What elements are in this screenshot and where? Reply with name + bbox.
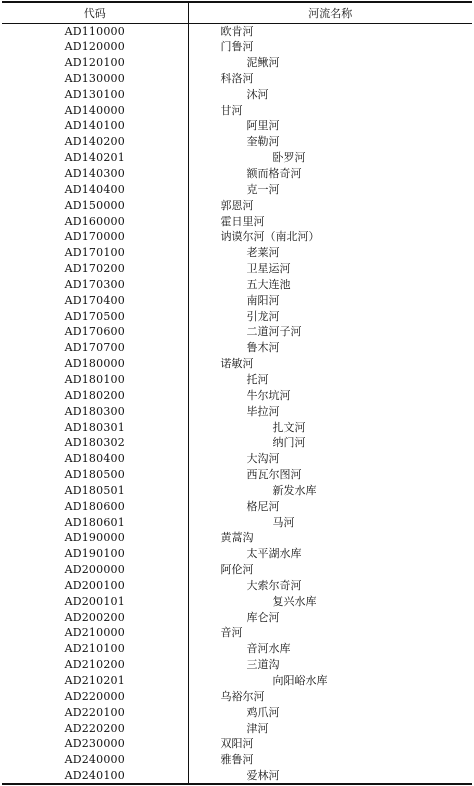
river-code-cell: AD240000 <box>2 752 188 768</box>
river-name-cell: 二道河子河 <box>246 325 302 339</box>
river-name-cell: 奎勒河 <box>246 135 280 149</box>
river-name-cell: 库仑河 <box>246 610 280 624</box>
river-code-cell: AD140100 <box>2 118 188 134</box>
table-row <box>2 419 472 435</box>
table-header <box>2 2 472 23</box>
table-row <box>2 308 472 324</box>
river-code-cell: AD190100 <box>2 546 188 562</box>
table-row <box>2 102 472 118</box>
river-code-cell: AD170500 <box>2 308 188 324</box>
river-name-cell: 马河 <box>272 515 295 529</box>
river-name-cell: 毕拉河 <box>246 404 280 418</box>
table-row <box>2 261 472 277</box>
river-code-cell: AD210100 <box>2 641 188 657</box>
table-row <box>2 166 472 182</box>
river-code-cell: AD130100 <box>2 86 188 102</box>
river-name-cell: 西瓦尔图河 <box>246 468 302 482</box>
table-row <box>2 372 472 388</box>
river-name-cell: 牛尔坑河 <box>246 388 291 402</box>
table-row <box>2 340 472 356</box>
river-code-cell: AD210201 <box>2 673 188 689</box>
river-name-cell: 五大连池 <box>246 277 291 291</box>
river-code-cell: AD140000 <box>2 102 188 118</box>
river-code-cell: AD150000 <box>2 197 188 213</box>
table-row <box>2 213 472 229</box>
river-code-cell: AD210200 <box>2 657 188 673</box>
river-code-cell: AD120100 <box>2 55 188 71</box>
river-name-cell: 阿里河 <box>246 119 280 133</box>
river-code-cell: AD170100 <box>2 245 188 261</box>
river-name-cell: 音河 <box>220 626 243 640</box>
table-row <box>2 736 472 752</box>
river-code-cell: AD180301 <box>2 419 188 435</box>
table-row <box>2 467 472 483</box>
table-row <box>2 546 472 562</box>
river-name-cell: 诺敏河 <box>220 357 254 371</box>
river-name-cell: 讷谟尔河（南北河） <box>220 230 320 244</box>
river-name-cell: 向阳峪水库 <box>272 674 328 688</box>
river-code-table <box>2 1 472 785</box>
river-name-cell: 沐河 <box>246 87 269 101</box>
table-row <box>2 39 472 55</box>
river-name-cell: 泥鳅河 <box>246 56 280 70</box>
table-row <box>2 245 472 261</box>
river-code-cell: AD200101 <box>2 593 188 609</box>
river-name-cell: 科洛河 <box>220 71 254 85</box>
river-code-cell: AD220200 <box>2 720 188 736</box>
river-name-cell: 黄蒿沟 <box>220 531 254 545</box>
table-row <box>2 118 472 134</box>
river-code-cell: AD230000 <box>2 736 188 752</box>
table-row <box>2 514 472 530</box>
river-name-cell: 复兴水库 <box>272 594 317 608</box>
river-name-cell: 卫星运河 <box>246 262 291 276</box>
table-row <box>2 277 472 293</box>
river-name-cell: 太平湖水库 <box>246 547 302 561</box>
table-row <box>2 704 472 720</box>
table-row <box>2 657 472 673</box>
table-row <box>2 71 472 87</box>
river-code-cell: AD170400 <box>2 292 188 308</box>
river-code-cell: AD180600 <box>2 498 188 514</box>
river-name-cell: 爱林河 <box>246 768 280 782</box>
river-name-cell: 扎文河 <box>272 420 306 434</box>
river-code-cell: AD140201 <box>2 150 188 166</box>
river-code-cell: AD210000 <box>2 625 188 641</box>
table-row <box>2 625 472 641</box>
river-name-cell: 南阳河 <box>246 293 280 307</box>
river-name-cell: 纳门河 <box>272 436 306 450</box>
name-column-header: 河流名称 <box>308 6 353 20</box>
table-row <box>2 292 472 308</box>
river-code-cell: AD170600 <box>2 324 188 340</box>
river-code-cell: AD170000 <box>2 229 188 245</box>
river-name-cell: 雅鲁河 <box>220 753 254 767</box>
table-row <box>2 23 472 39</box>
river-name-cell: 音河水库 <box>246 642 291 656</box>
river-name-cell: 鲁木河 <box>246 341 280 355</box>
table-row <box>2 181 472 197</box>
table-row <box>2 673 472 689</box>
river-name-cell: 卧罗河 <box>272 151 306 165</box>
table-row <box>2 451 472 467</box>
river-name-cell: 郭恩河 <box>220 198 254 212</box>
river-code-cell: AD180100 <box>2 372 188 388</box>
river-code-cell: AD110000 <box>2 23 188 39</box>
table-row <box>2 55 472 71</box>
river-name-cell: 克一河 <box>246 182 280 196</box>
table-row <box>2 641 472 657</box>
table-row <box>2 86 472 102</box>
river-name-cell: 鸡爪河 <box>246 705 280 719</box>
river-name-cell: 额而格奇河 <box>246 167 302 181</box>
river-name-cell: 大沟河 <box>246 452 280 466</box>
table-row <box>2 229 472 245</box>
river-code-cell: AD240100 <box>2 768 188 784</box>
river-code-cell: AD130000 <box>2 71 188 87</box>
river-code-table-container <box>2 1 472 785</box>
river-name-cell: 格尼河 <box>246 499 280 513</box>
river-name-cell: 乌裕尔河 <box>220 689 265 703</box>
river-code-cell: AD180300 <box>2 403 188 419</box>
river-code-cell: AD160000 <box>2 213 188 229</box>
river-name-cell: 引龙河 <box>246 309 280 323</box>
code-column-header: 代码 <box>2 2 188 23</box>
table-row <box>2 562 472 578</box>
river-code-cell: AD140400 <box>2 181 188 197</box>
river-code-cell: AD180501 <box>2 482 188 498</box>
table-row <box>2 435 472 451</box>
river-code-cell: AD140300 <box>2 166 188 182</box>
header-row <box>2 2 472 23</box>
river-name-cell: 三道沟 <box>246 658 280 672</box>
table-row <box>2 150 472 166</box>
river-code-cell: AD190000 <box>2 530 188 546</box>
table-row <box>2 768 472 784</box>
river-name-cell: 津河 <box>246 721 269 735</box>
river-name-cell: 阿伦河 <box>220 563 254 577</box>
river-code-cell: AD180200 <box>2 387 188 403</box>
river-code-cell: AD170700 <box>2 340 188 356</box>
table-row <box>2 688 472 704</box>
river-code-cell: AD180302 <box>2 435 188 451</box>
table-row <box>2 482 472 498</box>
table-row <box>2 609 472 625</box>
river-name-cell: 欧肯河 <box>220 24 254 38</box>
table-row <box>2 403 472 419</box>
river-name-cell: 霍日里河 <box>220 214 265 228</box>
table-row <box>2 356 472 372</box>
table-row <box>2 498 472 514</box>
river-code-cell: AD180601 <box>2 514 188 530</box>
table-row <box>2 593 472 609</box>
table-row <box>2 530 472 546</box>
river-code-cell: AD180400 <box>2 451 188 467</box>
river-name-cell: 双阳河 <box>220 737 254 751</box>
river-name-cell: 托河 <box>246 372 269 386</box>
table-row <box>2 720 472 736</box>
river-code-cell: AD140200 <box>2 134 188 150</box>
table-row <box>2 752 472 768</box>
river-name-cell: 新发水库 <box>272 483 317 497</box>
table-row <box>2 578 472 594</box>
river-code-cell: AD180500 <box>2 467 188 483</box>
river-name-cell: 大索尔奇河 <box>246 578 302 592</box>
river-name-cell: 老莱河 <box>246 246 280 260</box>
river-code-cell: AD200200 <box>2 609 188 625</box>
river-code-cell: AD170300 <box>2 277 188 293</box>
table-row <box>2 134 472 150</box>
table-body <box>2 23 472 784</box>
river-name-cell: 甘河 <box>220 103 243 117</box>
table-row <box>2 197 472 213</box>
river-code-cell: AD220000 <box>2 688 188 704</box>
river-code-cell: AD200100 <box>2 578 188 594</box>
table-row <box>2 387 472 403</box>
river-code-cell: AD180000 <box>2 356 188 372</box>
river-code-cell: AD220100 <box>2 704 188 720</box>
river-code-cell: AD120000 <box>2 39 188 55</box>
table-row <box>2 324 472 340</box>
river-code-cell: AD200000 <box>2 562 188 578</box>
river-name-cell: 门鲁河 <box>220 40 254 54</box>
river-code-cell: AD170200 <box>2 261 188 277</box>
